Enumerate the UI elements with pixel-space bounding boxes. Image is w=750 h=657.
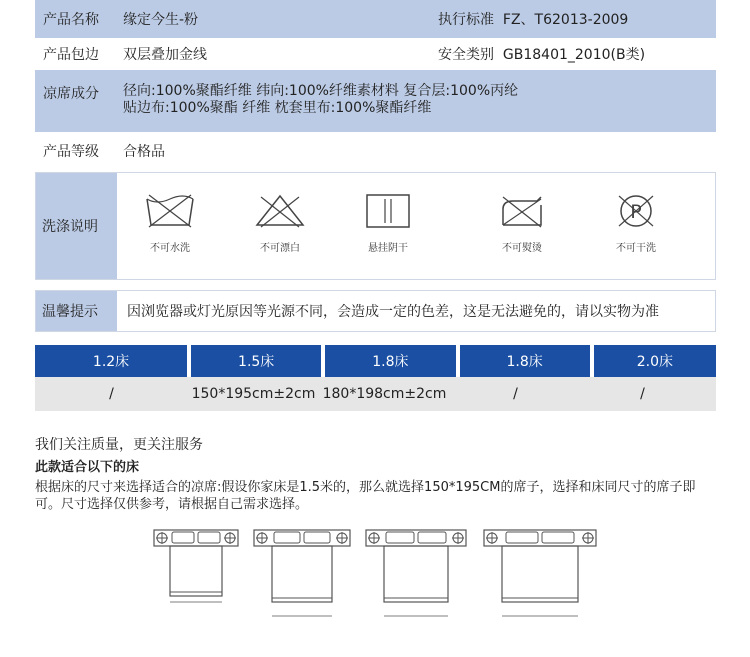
no-bleach-item bbox=[235, 191, 325, 254]
standard-value: FZ、T62013-2009 bbox=[502, 12, 629, 28]
bed-5ft-icon bbox=[252, 528, 352, 628]
no-dryclean-icon bbox=[609, 191, 663, 231]
composition-line2: 贴边布:100%聚酯 纤维 枕套里布:100%聚酯纤维 bbox=[123, 100, 432, 116]
notice-label: 温馨提示 bbox=[36, 291, 117, 331]
size-header-2: 1.5床 bbox=[191, 345, 321, 377]
no-bleach-icon bbox=[253, 191, 307, 231]
size-header-row bbox=[35, 345, 716, 377]
no-iron-icon bbox=[495, 191, 549, 231]
edge-label: 产品包边 bbox=[43, 47, 99, 63]
size-header-3: 1.8床 bbox=[325, 345, 455, 377]
bed-diagram-2 bbox=[252, 528, 352, 628]
wash-icons bbox=[117, 173, 715, 279]
bed-diagram-1 bbox=[152, 528, 240, 608]
svg-text:P: P bbox=[630, 201, 642, 223]
notice-row bbox=[35, 290, 716, 332]
name-label: 产品名称 bbox=[43, 12, 99, 28]
bed-4ft-icon bbox=[152, 528, 240, 608]
spec-row-edge bbox=[35, 38, 716, 70]
size-values-row bbox=[35, 377, 716, 411]
standard-label: 执行标准 bbox=[438, 12, 494, 28]
size-header-4: 1.8床 bbox=[460, 345, 590, 377]
size-header-5: 2.0床 bbox=[594, 345, 716, 377]
spec-row-grade bbox=[35, 132, 716, 170]
no-wash-caption: 不可水洗 bbox=[150, 243, 190, 254]
name-value: 缘定今生-粉 bbox=[123, 12, 199, 28]
service-title: 我们关注质量，更关注服务 bbox=[35, 437, 203, 453]
grade-label: 产品等级 bbox=[43, 144, 99, 160]
no-iron-caption: 不可熨烫 bbox=[502, 243, 542, 254]
safety-label: 安全类别 bbox=[438, 47, 494, 63]
bed-diagram-4 bbox=[482, 528, 598, 628]
wash-instructions-row bbox=[35, 172, 716, 280]
size-value-3: 180*198cm±2cm bbox=[322, 386, 447, 402]
notice-text: 因浏览器或灯光原因等光源不同，会造成一定的色差，这是无法避免的，请以实物为准 bbox=[127, 304, 659, 320]
bed-6ft-icon bbox=[364, 528, 468, 628]
spec-row-composition bbox=[35, 70, 716, 132]
no-bleach-caption: 不可漂白 bbox=[260, 243, 300, 254]
standard-cell bbox=[438, 9, 628, 29]
composition-label: 凉席成分 bbox=[43, 86, 99, 102]
suitable-heading: 此款适合以下的床 bbox=[35, 460, 140, 475]
no-dryclean-caption: 不可干洗 bbox=[616, 243, 656, 254]
edge-value: 双层叠加金线 bbox=[123, 47, 207, 63]
safety-cell bbox=[438, 44, 645, 64]
selection-paragraph: 根据床的尺寸来选择适合的凉席:假设你家床是1.5米的，那么就选择150*195CM的席子，选择和床同尺寸的席子即可。尺寸选择仅供参考，请根据自己需求选择。 bbox=[35, 480, 696, 512]
line-dry-caption: 悬挂阴干 bbox=[368, 243, 408, 254]
size-header-1: 1.2床 bbox=[35, 345, 187, 377]
size-value-2: 150*195cm±2cm bbox=[191, 386, 316, 402]
bed-6-6ft-icon bbox=[482, 528, 598, 628]
safety-value: GB18401_2010(B类) bbox=[502, 47, 646, 63]
no-wash-icon bbox=[143, 191, 197, 231]
size-value-1: / bbox=[109, 386, 114, 402]
line-dry-item bbox=[343, 191, 433, 254]
composition-value bbox=[115, 83, 518, 117]
size-value-4: / bbox=[513, 386, 518, 402]
size-value-5: / bbox=[640, 386, 645, 402]
line-dry-shade-icon bbox=[361, 191, 415, 231]
bed-diagram-3 bbox=[364, 528, 468, 628]
no-wash-item bbox=[125, 191, 215, 254]
grade-value: 合格品 bbox=[123, 144, 165, 160]
no-dryclean-item bbox=[591, 191, 681, 254]
composition-line1: 径向:100%聚酯纤维 纬向:100%纤维素材料 复合层:100%丙纶 bbox=[123, 83, 519, 99]
no-iron-item bbox=[477, 191, 567, 254]
wash-label: 洗涤说明 bbox=[36, 173, 117, 279]
spec-row-name bbox=[35, 0, 716, 38]
